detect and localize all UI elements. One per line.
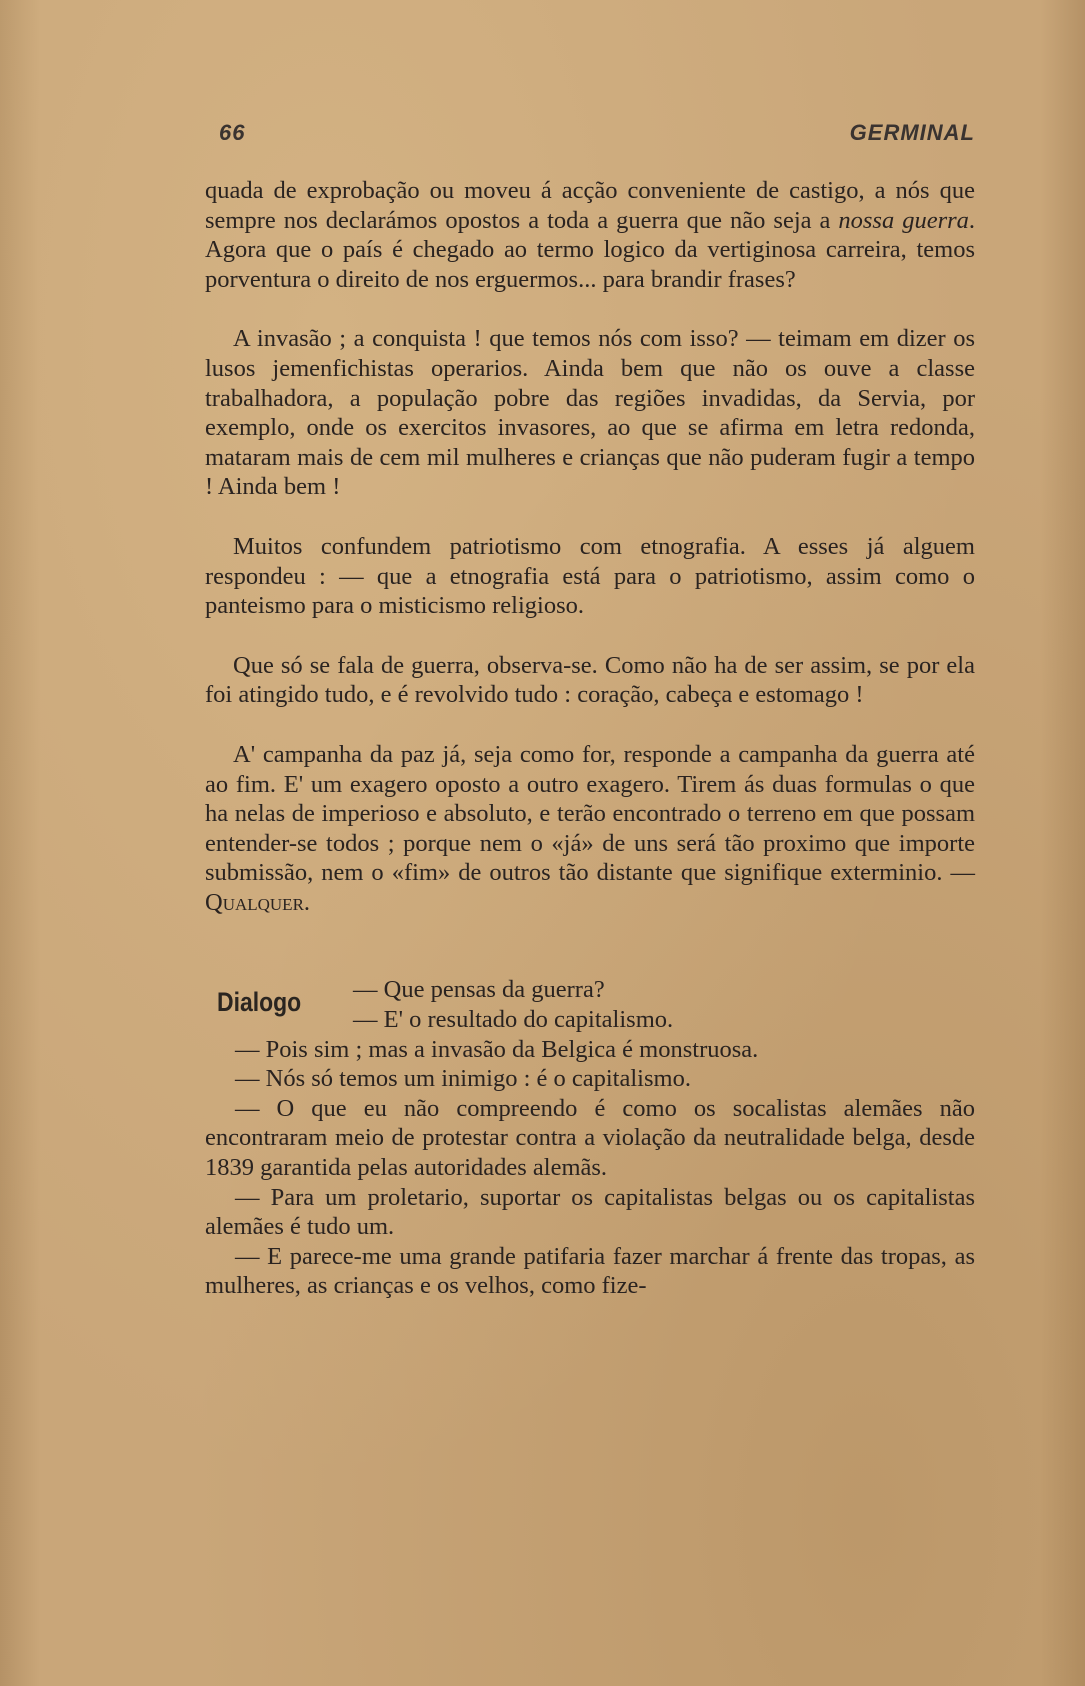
- paragraph-3-text: Muitos confundem patriotismo com etnografia. A esses já alguem respondeu : — que a etnografia está para o patriotismo, assim como o panteismo para o misticismo religioso.: [205, 532, 975, 620]
- dialog-line-7: [205, 1242, 975, 1301]
- dialog-line-7-text: — E parece-me uma grande patifaria fazer marchar á frente das tropas, as mulheres, as crianças e os velhos, como fize-: [205, 1242, 975, 1300]
- signature: Qualquer.: [205, 888, 311, 916]
- dialog-line-4-text: — Nós só temos um inimigo : é o capitalismo.: [235, 1065, 691, 1093]
- paragraph-5: [205, 740, 975, 918]
- running-title: GERMINAL: [849, 120, 975, 145]
- dialog-line-3: [205, 1035, 975, 1065]
- paragraph-1-text: quada de exprobação ou moveu á acção conveniente de castigo, a nós que sempre nos declarámos opostos a toda a guerra que não seja a: [205, 177, 975, 234]
- paragraph-5-text: A' campanha da paz já, seja como for, responde a campanha da guerra até ao fim. E' um exagero oposto a outro exagero. Tirem ás duas formulas o que ha nelas de imperioso e absoluto, e terão encontrado o terreno em que possam entender-se todos ; porque nem o «já» de uns será tão proximo que importe submissão, nem o «fim» de outros tão distante que signifique exterminio. —: [205, 740, 975, 887]
- page-number: 66: [219, 120, 246, 145]
- dialog-line-6: [205, 1183, 975, 1242]
- dialog-heading: Dialogo: [217, 987, 302, 1018]
- dialog-line-5: [205, 1094, 975, 1183]
- paragraph-1-text-end: . Agora que o país é chegado ao termo logico da vertiginosa carreira, temos porventura o direito de nos erguermos... para brandir frases?: [205, 206, 976, 293]
- paragraph-2-text: A invasão ; a conquista ! que temos nós com isso? — teimam em dizer os lusos jemenfichistas operarios. Ainda bem que não os ouve a classe trabalhadora, a população pobre das regiões invadidas, da Servia, por exemplo, onde os exercitos invasores, ao que se afirma em letra redonda, mataram mais de cem mil mulheres e crianças que não puderam fugir a tempo ! Ainda bem !: [205, 325, 975, 501]
- paragraph-1: [205, 176, 975, 294]
- dialog-line-6-text: — Para um proletario, suportar os capitalistas belgas ou os capitalistas alemães é tudo um.: [205, 1183, 975, 1241]
- paragraph-4: [205, 651, 975, 710]
- dialog-section: [205, 975, 975, 1301]
- page-header: [205, 120, 975, 160]
- book-page: [205, 120, 975, 1301]
- paragraph-3: [205, 532, 975, 621]
- paragraph-1-emphasis: nossa guerra: [838, 206, 969, 234]
- dialog-line-2: — E' o resultado do capitalismo.: [353, 1006, 674, 1034]
- paragraph-4-text: Que só se fala de guerra, observa-se. Como não ha de ser assim, se por ela foi atingido tudo, e é revolvido tudo : coração, cabeça e estomago !: [205, 651, 975, 709]
- dialog-line-1: — Que pensas da guerra?: [353, 976, 605, 1004]
- dialog-line-3-text: — Pois sim ; mas a invasão da Belgica é monstruosa.: [235, 1035, 759, 1063]
- paragraph-2: [205, 324, 975, 502]
- dialog-line-5-text: — O que eu não compreendo é como os socalistas alemães não encontraram meio de protestar contra a violação da neutralidade belga, desde 1839 garantida pelas autoridades alemãs.: [205, 1094, 975, 1182]
- dialog-line-4: [205, 1064, 975, 1094]
